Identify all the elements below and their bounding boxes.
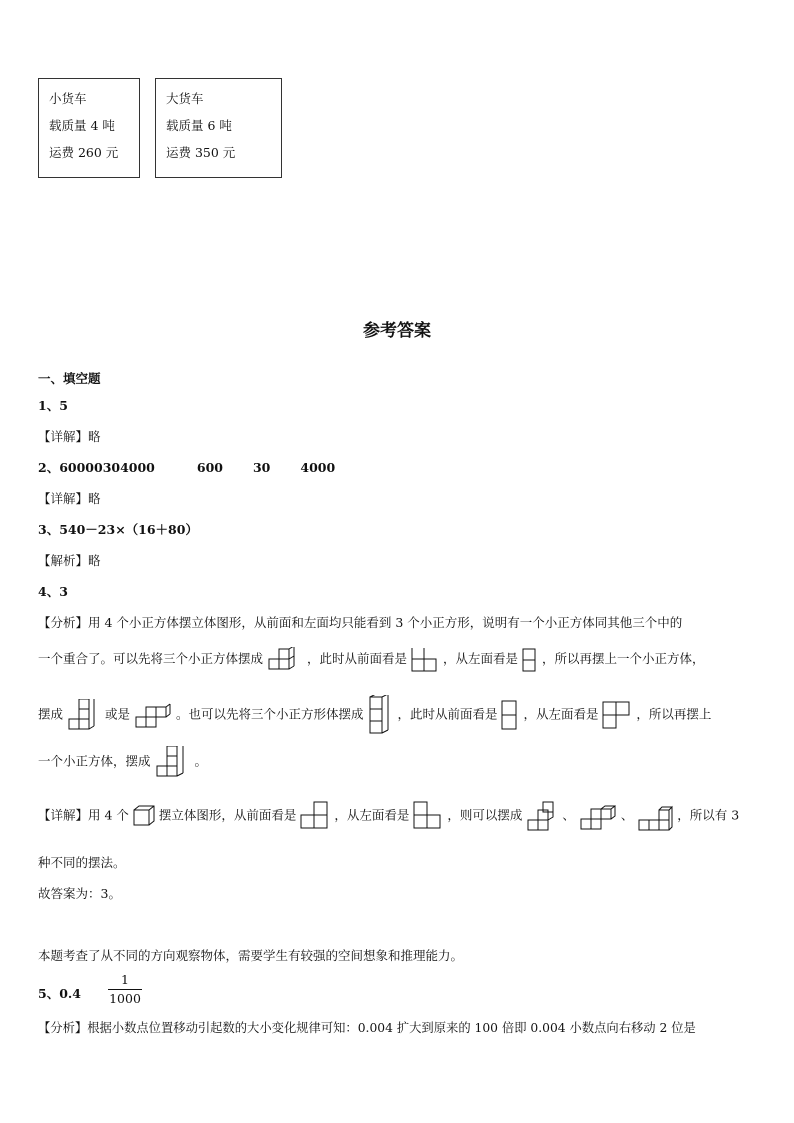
q1-detail: 【详解】略 [38, 429, 101, 444]
large-truck-box [155, 78, 282, 178]
arrangement-3-icon [637, 800, 673, 832]
arrangement-2-icon [579, 801, 617, 831]
q4-analysis-line1: 【分析】用 4 个小正方体摆立体图形，从前面和左面均只能看到 3 个小正方形，说明有一个小正方体同其他三个中的 [38, 615, 683, 630]
large-truck-fee: 运费 350 元 [166, 145, 236, 160]
fraction-denominator: 1000 [109, 991, 141, 1006]
fraction-numerator: 1 [108, 971, 142, 990]
q5-fraction [108, 971, 142, 1008]
q1-answer: 1、5 [38, 398, 68, 413]
cubes-three-l-icon [267, 647, 303, 673]
q2-detail: 【详解】略 [38, 491, 101, 506]
left-view-icon [522, 648, 538, 672]
cubes-tower-icon [367, 695, 393, 735]
small-truck-box [38, 78, 140, 178]
left-view-l-icon [413, 801, 443, 831]
cubes-option-a-icon [67, 699, 101, 731]
cubes-final-icon [155, 746, 191, 778]
q5-answer: 5、0.4 [38, 986, 81, 1001]
q4-conclusion: 故答案为：3。 [38, 886, 121, 901]
large-truck-name: 大货车 [166, 91, 204, 106]
arrangement-1-icon [526, 800, 558, 832]
single-cube-icon [133, 805, 155, 827]
q4-summary: 本题考查了从不同的方向观察物体，需要学生有较强的空间想象和推理能力。 [38, 948, 464, 963]
q4-detail-line1: 【详解】用 4 个 摆立体图形，从前面看是 ，从左面看是 ，则可以摆成 、 、 ，所以有 3 [38, 800, 739, 832]
q4-answer: 4、3 [38, 584, 68, 599]
answer-title: 参考答案 [363, 321, 431, 341]
front-view-icon [411, 648, 439, 672]
large-truck-capacity: 载质量 6 吨 [166, 118, 232, 133]
q5-analysis: 【分析】根据小数点位置移动引起数的大小变化规律可知：0.004 扩大到原来的 100 倍即 0.004 小数点向右移动 2 位是 [38, 1021, 696, 1035]
small-truck-name: 小货车 [49, 91, 87, 106]
front-view-tall-icon [501, 700, 519, 730]
cubes-option-b-icon [134, 701, 172, 729]
q4-analysis-line2: 一个重合了。可以先将三个小正方体摆成 ，此时从前面看是 ，从左面看是 ，所以再摆上一个小正方体， [38, 645, 704, 673]
q3-detail: 【解析】略 [38, 553, 101, 568]
q3-answer: 3、540－23×（16＋80） [38, 522, 198, 537]
q4-analysis-line4: 一个小正方体，摆成 。 [38, 746, 207, 778]
left-view-grid-icon [602, 701, 632, 729]
q2-answer: 2、60000304000 600 30 4000 [38, 460, 336, 475]
small-truck-fee: 运费 260 元 [49, 145, 119, 160]
q4-analysis-line3: 摆成 或是 。也可以先将三个小正方形体摆成 ，此时从前面看是 ，从左面看是 ，所以再摆上 [38, 695, 711, 735]
section-heading: 一、填空题 [38, 371, 101, 386]
front-view-l-icon [300, 801, 330, 831]
q4-detail-line2: 种不同的摆法。 [38, 855, 126, 870]
small-truck-capacity: 载质量 4 吨 [49, 118, 115, 133]
